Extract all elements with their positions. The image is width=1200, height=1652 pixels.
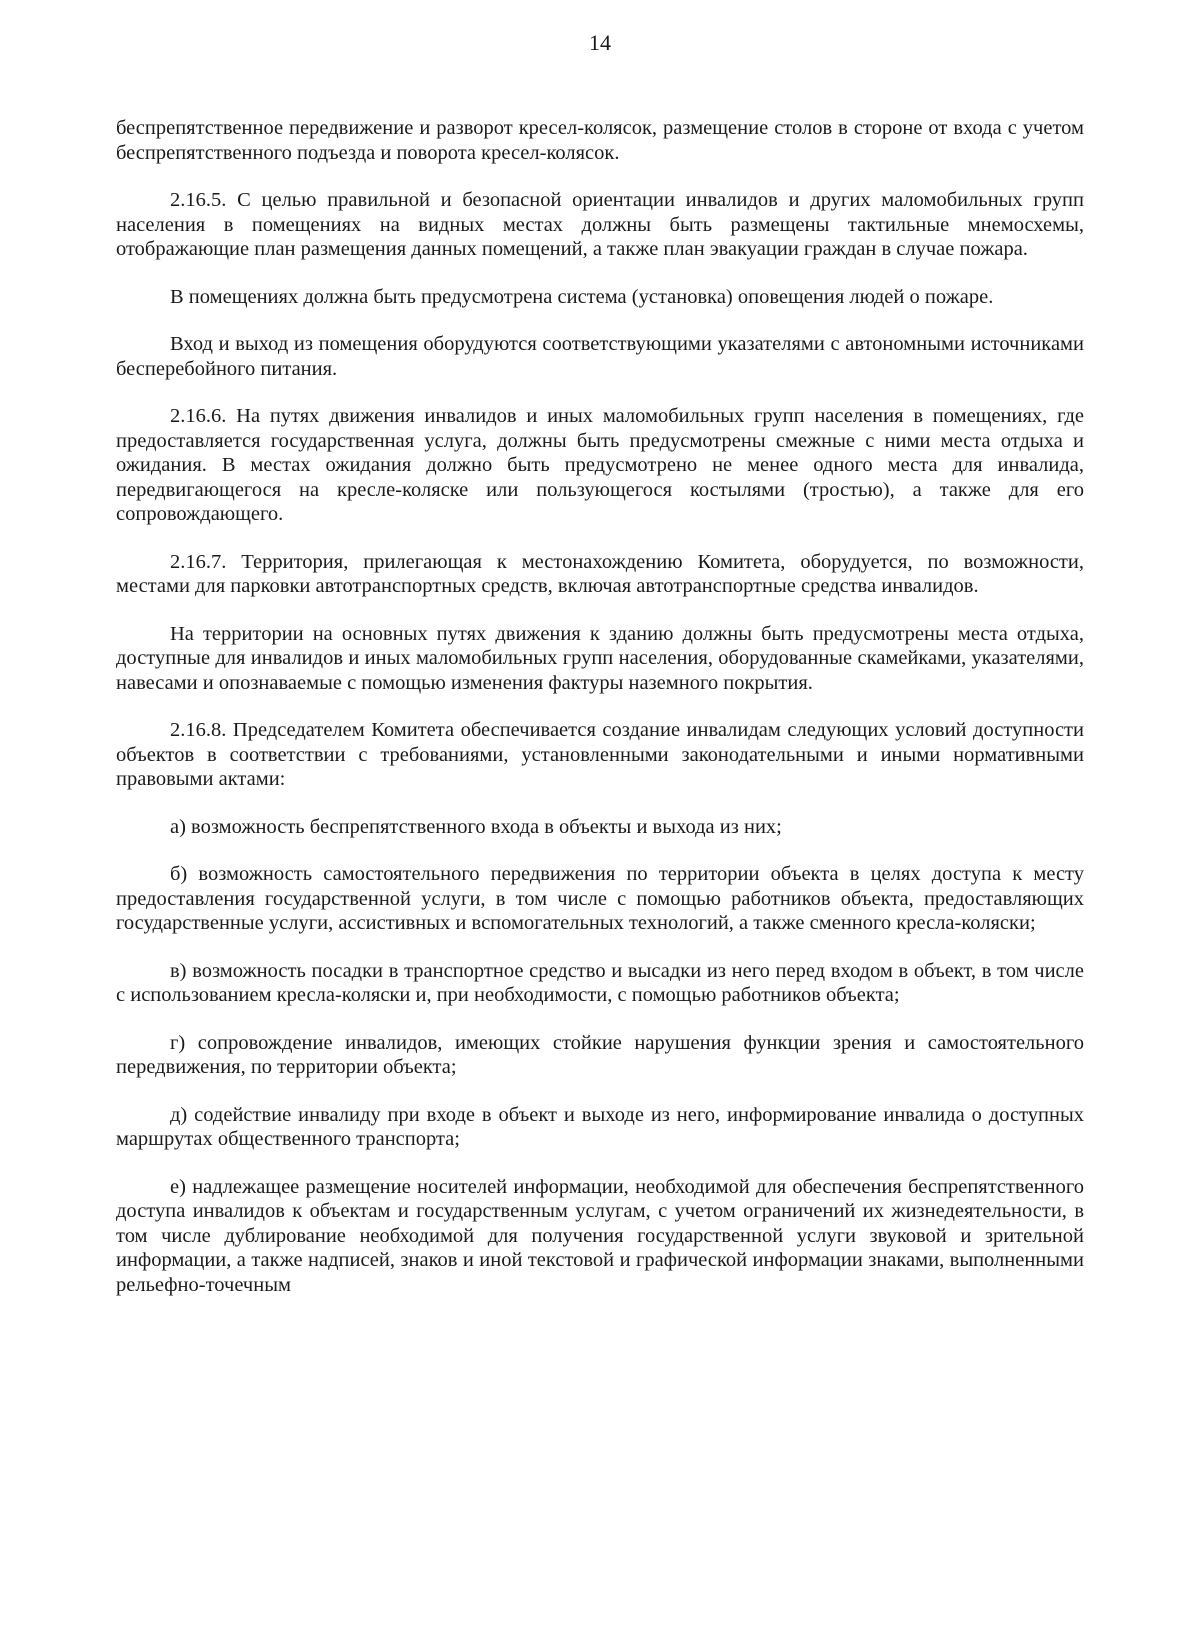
- paragraph-territory: На территории на основных путях движения к зданию должны быть предусмотрены места отдыха, доступные для инвалидов и иных маломобильных групп населения, оборудованные скамейками, указателями, навесами и опознаваемые с помощью изменения фактуры наземного покрытия.: [116, 622, 1084, 694]
- paragraph-2-16-7: 2.16.7. Территория, прилегающая к местонахождению Комитета, оборудуется, по возможности, местами для парковки автотранспортных средств, включая автотранспортные средства инвалидов.: [116, 550, 1084, 597]
- paragraph-entrance-exit: Вход и выход из помещения оборудуются соответствующими указателями с автономными источниками бесперебойного питания.: [116, 333, 1084, 380]
- paragraph-continuation: беспрепятственное передвижение и разворот кресел-колясок, размещение столов в стороне от входа с учетом беспрепятственного подъезда и поворота кресел-колясок.: [116, 117, 1084, 164]
- list-item-b: б) возможность самостоятельного передвижения по территории объекта в целях доступа к месту предоставления государственной услуги, в том числе с помощью работников объекта, предоставляющих государственные услуги, ассистивных и вспомогательных технологий, а также сменного кресла-коляски;: [116, 863, 1084, 934]
- list-item-d: д) содействие инвалиду при входе в объект и выходе из него, информирование инвалида о доступных маршрутах общественного транспорта;: [116, 1103, 1084, 1150]
- paragraph-fire-alarm: В помещениях должна быть предусмотрена система (установка) оповещения людей о пожаре.: [170, 285, 994, 308]
- list-item-v: в) возможность посадки в транспортное средство и высадки из него перед входом в объект, в том числе с использованием кресла-коляски и, при необходимости, с помощью работников объекта;: [116, 959, 1084, 1006]
- paragraph-2-16-8: 2.16.8. Председателем Комитета обеспечивается создание инвалидам следующих условий доступности объектов в соответствии с требованиями, установленными законодательными и иными нормативными правовыми актами:: [116, 719, 1084, 790]
- list-item-e: е) надлежащее размещение носителей информации, необходимой для обеспечения беспрепятственного доступа инвалидов к объектам и государственным услугам, с учетом ограничений их жизнедеятельности, в том числе дублирование необходимой для получения государственной услуги звуковой и зрительной информации, а также надписей, знаков и иной текстовой и графической информации знаками, выполненными рельефно-точечным: [116, 1175, 1084, 1296]
- list-item-a: а) возможность беспрепятственного входа в объекты и выхода из них;: [170, 815, 782, 838]
- list-item-g: г) сопровождение инвалидов, имеющих стойкие нарушения функции зрения и самостоятельного передвижения, по территории объекта;: [116, 1031, 1084, 1078]
- paragraph-2-16-5: 2.16.5. С целью правильной и безопасной ориентации инвалидов и других маломобильных групп населения в помещениях на видных местах должны быть размещены тактильные мнемосхемы, отображающие план размещения данных помещений, а также план эвакуации граждан в случае пожара.: [116, 189, 1084, 260]
- paragraph-2-16-6: 2.16.6. На путях движения инвалидов и иных маломобильных групп населения в помещениях, где предоставляется государственная услуга, должны быть предусмотрены смежные с ними места отдыха и ожидания. В местах ожидания должно быть предусмотрено не менее одного места для инвалида, передвигающегося на кресле-коляске или пользующегося костылями (тростью), а также для его сопровождающего.: [116, 405, 1084, 525]
- page-number: 14: [589, 30, 611, 55]
- document-body: [116, 116, 1084, 1320]
